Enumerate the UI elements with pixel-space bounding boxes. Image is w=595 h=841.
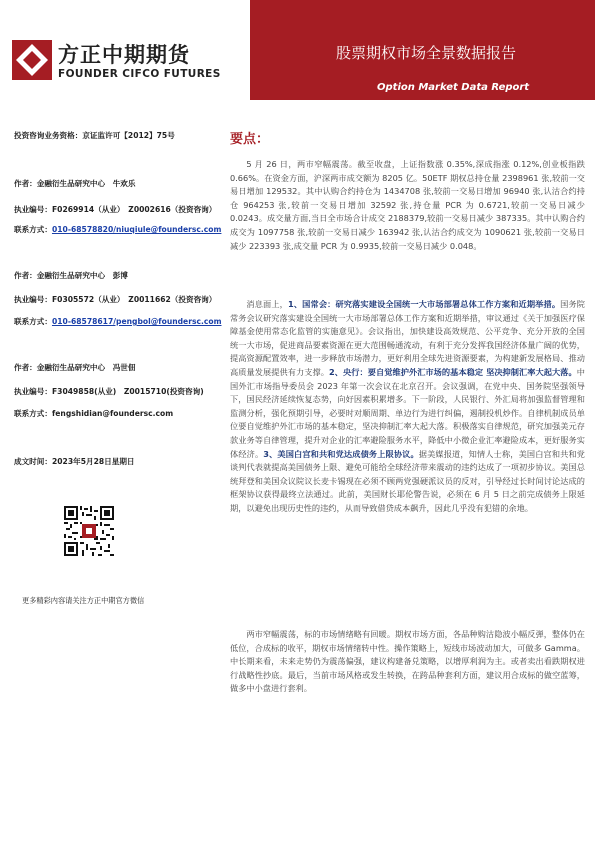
report-subtitle: Option Market Data Report: [377, 82, 530, 93]
author-name: 作者：金融衍生品研究中心 牛欢乐: [14, 179, 136, 188]
author-name: 作者：金融衍生品研究中心 彭博: [14, 271, 128, 280]
news-body: 据美媒报道，知情人士称，美国白宫和共和党谈判代表就提高美国债务上限、避免可能给全球经济带来震动的违约达成了一项初步协议。美国总统拜登和美国众议院议长麦卡锡现在必须不顾两党强硬派议员的反对，引导经过长时间讨论达成的框架协议获得最终立法通过。此前，美国财长耶伦警告说，必须在 6 月 5 日之前完成债务上限延期，以避免出现历史性的违约，从而导致借贷成本飙升，因此几乎没有犯错的余地。: [230, 448, 585, 513]
contact-label: 联系方式：: [14, 409, 52, 418]
logo-area: [0, 0, 250, 100]
logo-chinese-name: 方正中期期货: [58, 43, 190, 67]
news-headline: 3、美国白宫和共和党达成债务上限协议。: [263, 448, 419, 459]
report-title: 股票期权市场全景数据报告: [336, 44, 517, 62]
news-headline: 2、央行：要自觉维护外汇市场的基本稳定 坚决抑制汇率大起大落。: [328, 366, 577, 377]
contact-label: 联系方式：: [14, 225, 52, 234]
founder-logo-icon: [12, 40, 52, 80]
market-summary-paragraph: 5 月 26 日，两市窄幅震荡。截至收盘，上证指数涨 0.35%,深成指涨 0.12%,创业板指跌 0.66%。在资金方面，沪深两市成交额为 8205 亿。50ETF 期权总持仓量 2398961 张,较前一交易日增加 129532。其中认购合约持仓为 1434708 张,较前一交易日增加 96940 张,认沽合约持仓 964253 张,较前一交易日增加 32592 张,持仓量 PCR 为 0.6721,较前一交易日减少 0.0243。成交量方面,当日全市场合计成交 2188379,较前一交易日减少 387335。其中认购合约成交为 1097758 张,较前一交易日减少 163942 张,认沽合约成交为 1090621 张,较前一交易日减少 223393 张,成交量 PCR 为 0.9935,较前一交易日减少 0.048。: [230, 159, 585, 251]
logo-english-name: FOUNDER CIFCO FUTURES: [58, 68, 221, 80]
author-contact: [14, 224, 221, 235]
news-headline: 1、国常会：研究落实建设全国统一大市场部署总体工作方案和近期举措。: [288, 299, 561, 309]
wechat-qr-code: [64, 506, 114, 556]
license-info: 投资咨询业务资格：京证监许可【2012】75号: [14, 131, 175, 140]
contact-link[interactable]: 010-68578820/niuqiule@foundersc.com: [51, 225, 222, 234]
news-intro: 消息面上，: [246, 299, 289, 309]
news-body: 国务院常务会议研究落实建设全国统一大市场部署总体工作方案和近期举措，审议通过《关于加强医疗保障基金使用常态化监管的实施意见》。会议指出，加快建设高效规范、公平竞争、充分开放的全国统一大市场，促进商品要素资源在更大范围畅通流动，有利于充分发挥我国经济体量广阔的优势，提高资源配置效率，进一步释放市场潜力，更好利用全球先进资源要素，为构建新发展格局、推动高质量发展提供有力支撑。: [230, 299, 585, 377]
publish-date: 成文时间：2023年5月28日星期日: [14, 457, 135, 466]
news-body: 中国外汇市场指导委员会 2023 年第一次会议在北京召开。会议强调，在党中央、国务院坚强领导下，国民经济延续恢复态势，向好因素积累增多。下一阶段，人民银行、外汇局将加强监督管理和监测分析，强化预期引导，必要时对顺周期、单边行为进行纠偏，遏制投机炒作。自律机制成员单位要自觉维护外汇市场的基本稳定，坚决抑制汇率大起大落。积极落实自律规范，研究加强美元存款业务等自律管理，提升对企业的汇率避险服务水平，降低中小微企业汇率避险成本，更好服务实体经济。: [230, 366, 585, 459]
author-contact: [14, 316, 222, 327]
contact-email: fengshidian@foundersc.com: [51, 409, 174, 418]
contact-label: 联系方式：: [14, 317, 52, 326]
author-name: 作者：金融衍生品研究中心 冯世佃: [14, 363, 136, 372]
report-header: [0, 0, 595, 100]
author-practice-number: 执业编号：F0269914（从业） Z0002616（投资咨询）: [14, 205, 217, 214]
author-contact: [14, 408, 173, 419]
strategy-paragraph: 两市窄幅震荡，标的市场情绪略有回暖。期权市场方面，各品种购沽隐波小幅反弹，整体仍在低位，合成标的收平，期权市场情绪转中性。操作策略上，短线市场波动加大，可做多 Gamma。中长期来看，未来走势仍为震荡偏强，建议构建备兑策略，以增厚利润为主。或者卖出看跌期权进行战略性抄底。最后，当前市场风格或发生转换，在跨品种套利方面，建议用合成标的做空蓝筹，做多中小盘进行套利。: [230, 629, 585, 694]
author-practice-number: 执业编号：F3049858(从业) Z0015710(投资咨询): [14, 387, 204, 396]
news-paragraph: [230, 298, 585, 516]
author-practice-number: 执业编号：F0305572（从业） Z0011662（投资咨询）: [14, 295, 217, 304]
contact-link[interactable]: 010-68578617/pengbol@foundersc.com: [51, 317, 222, 326]
key-points-heading: 要点：: [230, 132, 270, 147]
qr-caption: 更多精彩内容请关注方正中期官方微信: [22, 596, 145, 605]
